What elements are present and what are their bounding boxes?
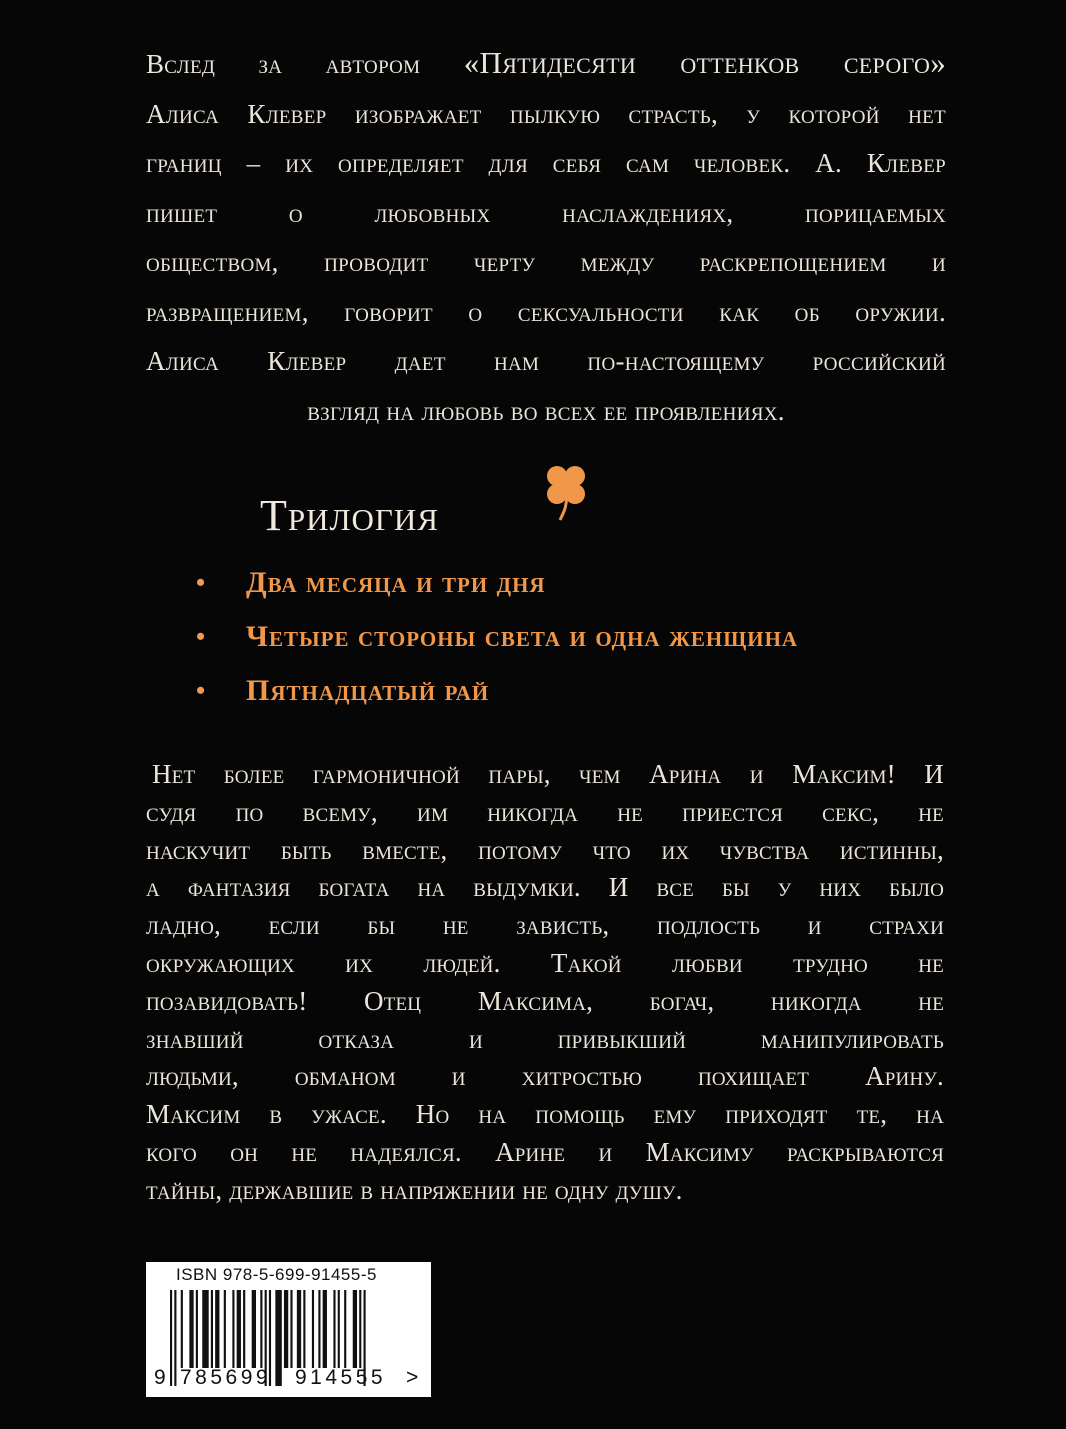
barcode-bar — [344, 1290, 346, 1368]
barcode-bar — [174, 1290, 176, 1386]
barcode-bar — [318, 1290, 320, 1368]
book-synopsis — [146, 756, 944, 1210]
book-title: Четыре стороны света и одна женщина — [246, 620, 799, 653]
barcode-bar — [297, 1290, 301, 1368]
synopsis-line: Максим в ужасе. Но на помощь ему приходят те, на — [146, 1099, 944, 1130]
barcode-bar — [290, 1290, 292, 1368]
bullet-icon: • — [196, 568, 207, 597]
isbn-label: ISBN 978-5-699-91455-5 — [176, 1265, 377, 1284]
book-list-item — [190, 560, 798, 614]
synopsis-last-line: тайны, державшие в напряжении не одну душу. — [146, 1174, 683, 1205]
barcode-bar — [189, 1290, 193, 1368]
barcode-digit-end: > — [406, 1366, 419, 1389]
book-title: Пятнадцатый рай — [246, 674, 490, 707]
barcode-bar — [232, 1290, 234, 1368]
synopsis-line: Нет более гармоничной пары, чем Арина и Максим! И — [152, 759, 944, 789]
barcode-bar — [359, 1290, 361, 1368]
barcode-bar — [284, 1290, 288, 1368]
blurb-line: пишет о любовных наслаждениях, порицаемых — [146, 197, 946, 228]
barcode-bar — [237, 1290, 241, 1368]
bullet-icon: • — [196, 622, 207, 651]
book-title: Два месяца и три дня — [246, 566, 546, 599]
blurb-line: Алиса Клевер изображает пылкую страсть, у которой нет — [146, 98, 946, 129]
blurb-last-line: взгляд на любовь во всех ее проявлениях. — [307, 395, 785, 426]
book-list-item — [190, 668, 798, 722]
barcode-bar — [224, 1290, 226, 1368]
blurb-series-title: «Пятидесяти оттенков серого» — [463, 45, 946, 80]
barcode-bar — [196, 1290, 198, 1368]
barcode-bar — [170, 1290, 172, 1386]
blurb-line: развращением, говорит о сексуальности как об оружии. — [146, 296, 946, 327]
barcode-bar — [333, 1290, 335, 1368]
barcode-bar — [181, 1290, 183, 1368]
synopsis-line: людьми, обманом и хитростью похищает Арину. — [146, 1061, 944, 1092]
synopsis-line: судя по всему, им никогда не приестся секс, не — [146, 796, 944, 827]
synopsis-line: знавший отказа и привыкший манипулировать — [146, 1023, 944, 1054]
blurb-line: обществом, проводит черту между раскрепощением и — [146, 247, 946, 277]
barcode-digit-first: 9 — [154, 1366, 166, 1389]
barcode-bar — [260, 1290, 262, 1368]
barcode-bar — [338, 1290, 340, 1368]
four-leaf-clover-icon — [538, 462, 594, 522]
cover-blurb — [146, 38, 946, 436]
trilogy-book-list — [190, 560, 798, 722]
barcode-digit-group-2: 914555 — [295, 1366, 387, 1389]
barcode-bar — [211, 1290, 213, 1368]
trilogy-heading: Трилогия — [260, 491, 439, 540]
barcode-bar — [215, 1290, 219, 1368]
barcode-bar — [312, 1290, 314, 1368]
isbn-barcode — [146, 1262, 431, 1397]
synopsis-line: а фантазия богата на выдумки. И все бы у них было — [146, 872, 944, 903]
blurb-line: границ – их определяет для себя сам человек. А. Клевер — [146, 148, 946, 178]
synopsis-line: ладно, если бы не зависть, подлость и страхи — [146, 910, 944, 941]
bullet-icon: • — [196, 676, 207, 705]
book-list-item — [190, 614, 798, 668]
barcode-bar — [202, 1290, 208, 1368]
synopsis-line: позавидовать! Отец Максима, богач, никогда не — [146, 985, 944, 1016]
barcode-bar — [323, 1290, 327, 1368]
barcode-bar — [303, 1290, 305, 1368]
barcode-digit-group-1: 785699 — [180, 1366, 272, 1389]
barcode-bar — [243, 1290, 245, 1368]
barcode-bar — [353, 1290, 357, 1368]
synopsis-line: кого он не надеялся. Арине и Максиму раскрываются — [146, 1136, 944, 1167]
blurb-line-1 — [146, 38, 946, 90]
synopsis-line: наскучит быть вместе, потому что их чувства истинны, — [146, 834, 944, 865]
blurb-line-1-prefix: Вслед за автором — [146, 49, 464, 79]
barcode-bar — [275, 1290, 281, 1386]
synopsis-line: окружающих их людей. Такой любви трудно не — [146, 947, 944, 978]
blurb-line: Алиса Клевер дает нам по-настоящему российский — [146, 346, 946, 376]
barcode-bar — [252, 1290, 256, 1368]
